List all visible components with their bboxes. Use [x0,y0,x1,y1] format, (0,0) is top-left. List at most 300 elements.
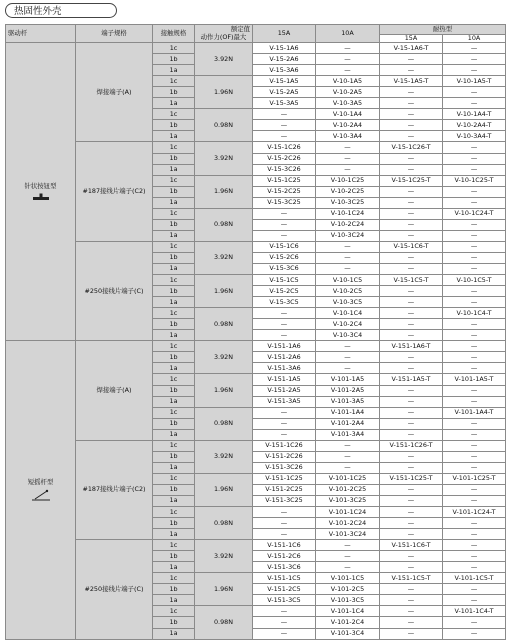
model-10a-cell: — [316,43,380,54]
model-10a-cell: V-10-2C5 [316,286,380,297]
contact-cell: 1b [153,120,195,131]
contact-cell: 1a [153,462,195,473]
contact-cell: 1a [153,297,195,308]
model-heat-15a-cell: — [380,297,443,308]
model-10a-cell: V-101-2C5 [316,584,380,595]
model-heat-15a-cell: — [380,219,443,230]
model-heat-10a-cell: V-101-1C24-T [443,507,506,518]
model-heat-10a-cell: V-10-2A4-T [443,120,506,131]
model-heat-15a-cell: V-15-1A6-T [380,43,443,54]
model-15a-cell: — [253,109,316,120]
contact-cell: 1c [153,208,195,219]
operating-force-cell: 1.96N [195,573,253,606]
model-heat-10a-cell: — [443,462,506,473]
model-heat-10a-cell: — [443,385,506,396]
contact-cell: 1c [153,241,195,252]
operating-force-cell: 1.96N [195,175,253,208]
table-row [6,142,506,153]
operating-force-cell: 3.92N [195,341,253,374]
model-15a-cell: V-151-1C26 [253,440,316,451]
model-15a-cell: — [253,518,316,529]
model-10a-cell: V-101-2C24 [316,518,380,529]
model-heat-10a-cell: — [443,286,506,297]
model-10a-cell: — [316,263,380,274]
operating-force-cell: 1.96N [195,473,253,506]
model-heat-15a-cell: — [380,330,443,341]
operating-force-cell: 1.96N [195,374,253,407]
table-row [6,241,506,252]
model-15a-cell: V-151-1C6 [253,540,316,551]
drive-type-label: 短摇杆型 [27,478,54,487]
contact-cell: 1c [153,109,195,120]
model-heat-15a-cell: — [380,529,443,540]
model-heat-10a-cell: — [443,341,506,352]
model-15a-cell: — [253,529,316,540]
model-heat-15a-cell: — [380,87,443,98]
model-heat-10a-cell: — [443,186,506,197]
contact-cell: 1c [153,374,195,385]
contact-cell: 1a [153,197,195,208]
model-heat-15a-cell: — [380,98,443,109]
model-15a-cell: V-151-2C26 [253,451,316,462]
model-10a-cell: V-10-1A5 [316,76,380,87]
contact-cell: 1b [153,286,195,297]
header-force [195,25,253,43]
model-heat-15a-cell: — [380,418,443,429]
operating-force-cell: 1.96N [195,76,253,109]
model-10a-cell: V-10-3A4 [316,131,380,142]
model-heat-15a-cell: — [380,429,443,440]
model-heat-10a-cell: — [443,540,506,551]
model-heat-15a-cell: V-15-1A5-T [380,76,443,87]
model-10a-cell: V-10-3C25 [316,197,380,208]
model-heat-10a-cell: — [443,529,506,540]
model-heat-15a-cell: — [380,352,443,363]
contact-cell: 1b [153,54,195,65]
model-heat-15a-cell: — [380,507,443,518]
model-heat-15a-cell: — [380,286,443,297]
contact-cell: 1c [153,606,195,617]
contact-cell: 1a [153,595,195,606]
model-10a-cell: V-101-1C24 [316,507,380,518]
terminal-spec-cell: 焊接端子(A) [76,341,153,440]
model-10a-cell: — [316,551,380,562]
contact-cell: 1b [153,153,195,164]
model-15a-cell: V-151-3C26 [253,462,316,473]
contact-cell: 1c [153,573,195,584]
contact-cell: 1b [153,584,195,595]
contact-cell: 1b [153,385,195,396]
contact-cell: 1b [153,418,195,429]
contact-cell: 1b [153,518,195,529]
model-15a-cell: V-151-3C6 [253,562,316,573]
model-heat-15a-cell: V-151-1C6-T [380,540,443,551]
model-heat-15a-cell: — [380,308,443,319]
model-heat-15a-cell: — [380,363,443,374]
model-heat-10a-cell: — [443,595,506,606]
model-15a-cell: V-15-1A5 [253,76,316,87]
model-10a-cell: V-101-3A5 [316,396,380,407]
model-10a-cell: V-101-3C25 [316,495,380,506]
model-10a-cell: — [316,540,380,551]
model-heat-10a-cell: — [443,65,506,76]
model-heat-15a-cell: — [380,54,443,65]
model-heat-10a-cell: — [443,352,506,363]
model-10a-cell: — [316,153,380,164]
contact-cell: 1a [153,363,195,374]
model-10a-cell: V-10-2A5 [316,87,380,98]
model-15a-cell: V-15-1C26 [253,142,316,153]
model-15a-cell: V-151-1C25 [253,473,316,484]
contact-cell: 1c [153,507,195,518]
short-lever-icon [6,489,75,501]
model-15a-cell: V-15-2C5 [253,286,316,297]
model-15a-cell: V-151-2C25 [253,484,316,495]
model-heat-10a-cell: — [443,230,506,241]
model-heat-15a-cell: — [380,319,443,330]
model-heat-15a-cell: — [380,484,443,495]
model-15a-cell: V-151-1C5 [253,573,316,584]
contact-cell: 1a [153,429,195,440]
model-10a-cell: — [316,252,380,263]
table-row [6,43,506,54]
operating-force-cell: 0.98N [195,109,253,142]
model-15a-cell: V-15-2C6 [253,252,316,263]
model-10a-cell: V-10-3C5 [316,297,380,308]
model-10a-cell: V-10-1A4 [316,109,380,120]
model-15a-cell: V-151-3C25 [253,495,316,506]
model-heat-15a-cell: V-15-1C5-T [380,275,443,286]
terminal-spec-cell: #250接线片端子(C) [76,540,153,640]
contact-cell: 1c [153,440,195,451]
drive-type-cell [6,341,76,640]
contact-cell: 1b [153,484,195,495]
model-heat-15a-cell: — [380,451,443,462]
contact-cell: 1b [153,319,195,330]
table-row [6,540,506,551]
model-heat-10a-cell: V-101-1C5-T [443,573,506,584]
model-heat-10a-cell: V-101-1C25-T [443,473,506,484]
contact-cell: 1b [153,219,195,230]
contact-cell: 1a [153,98,195,109]
model-15a-cell: — [253,131,316,142]
model-heat-10a-cell: V-10-1C4-T [443,308,506,319]
model-heat-10a-cell: — [443,263,506,274]
model-10a-cell: V-101-3C24 [316,529,380,540]
model-15a-cell: — [253,617,316,628]
model-heat-15a-cell: — [380,252,443,263]
model-heat-15a-cell: V-15-1C26-T [380,142,443,153]
model-10a-cell: V-101-2A4 [316,418,380,429]
model-15a-cell: — [253,330,316,341]
header-force-top: 额定值 [230,25,250,34]
model-heat-15a-cell: — [380,197,443,208]
header-15a: 15A [253,25,316,43]
model-heat-15a-cell: V-151-1A5-T [380,374,443,385]
model-heat-10a-cell: — [443,164,506,175]
drive-type-cell [6,43,76,341]
model-10a-cell: V-101-1A5 [316,374,380,385]
model-15a-cell: V-15-3C6 [253,263,316,274]
model-10a-cell: — [316,440,380,451]
contact-cell: 1c [153,43,195,54]
terminal-spec-cell: 焊接端子(A) [76,43,153,142]
header-heat-10a: 10A [443,35,506,43]
terminal-spec-cell: #250接线片端子(C) [76,241,153,340]
model-heat-15a-cell: — [380,495,443,506]
model-15a-cell: V-15-1C5 [253,275,316,286]
header-10a: 10A [316,25,380,43]
header-force-bottom: 动作力(OF)最大 [200,32,247,41]
model-heat-10a-cell: V-101-1C4-T [443,606,506,617]
contact-cell: 1b [153,352,195,363]
model-15a-cell: V-15-3A6 [253,65,316,76]
model-15a-cell: V-151-1A5 [253,374,316,385]
contact-cell: 1c [153,341,195,352]
contact-cell: 1b [153,186,195,197]
model-heat-10a-cell: — [443,418,506,429]
contact-cell: 1a [153,230,195,241]
header-terminal: 端子规格 [76,25,153,43]
model-heat-15a-cell: — [380,462,443,473]
model-15a-cell: V-15-3C25 [253,197,316,208]
model-heat-15a-cell: — [380,617,443,628]
model-15a-cell: V-151-1A6 [253,341,316,352]
model-heat-15a-cell: — [380,628,443,639]
header-heat-15a: 15A [380,35,443,43]
model-15a-cell: V-151-2A6 [253,352,316,363]
drive-type-label: 针状按钮型 [24,181,57,190]
model-10a-cell: V-10-2C25 [316,186,380,197]
model-15a-cell: V-15-1C6 [253,241,316,252]
model-10a-cell: V-101-2C25 [316,484,380,495]
model-heat-15a-cell: — [380,551,443,562]
model-heat-15a-cell: — [380,396,443,407]
model-15a-cell: V-151-3C5 [253,595,316,606]
model-15a-cell: V-15-2C25 [253,186,316,197]
model-heat-15a-cell: — [380,65,443,76]
model-heat-10a-cell: V-101-1A5-T [443,374,506,385]
model-heat-15a-cell: — [380,120,443,131]
model-10a-cell: — [316,142,380,153]
contact-cell: 1c [153,308,195,319]
model-heat-15a-cell: V-151-1C26-T [380,440,443,451]
contact-cell: 1a [153,628,195,639]
model-heat-15a-cell: V-15-1C25-T [380,175,443,186]
model-heat-10a-cell: — [443,562,506,573]
model-10a-cell: — [316,462,380,473]
model-heat-10a-cell: — [443,319,506,330]
model-10a-cell: V-101-1C5 [316,573,380,584]
model-15a-cell: — [253,308,316,319]
terminal-spec-cell: #187接线片端子(C2) [76,440,153,539]
contact-cell: 1a [153,529,195,540]
model-15a-cell: — [253,418,316,429]
model-10a-cell: — [316,352,380,363]
model-heat-15a-cell: — [380,407,443,418]
model-10a-cell: V-10-3A5 [316,98,380,109]
operating-force-cell: 0.98N [195,507,253,540]
operating-force-cell: 0.98N [195,308,253,341]
model-heat-15a-cell: — [380,584,443,595]
model-10a-cell: — [316,241,380,252]
contact-cell: 1b [153,87,195,98]
operating-force-cell: 3.92N [195,540,253,573]
contact-cell: 1a [153,164,195,175]
model-heat-10a-cell: — [443,440,506,451]
table-row [6,341,506,352]
operating-force-cell: 3.92N [195,43,253,76]
model-heat-10a-cell: V-10-1C5-T [443,275,506,286]
model-15a-cell: V-15-1C25 [253,175,316,186]
model-15a-cell: — [253,208,316,219]
model-15a-cell: — [253,628,316,639]
model-10a-cell: V-10-1C4 [316,308,380,319]
model-15a-cell: — [253,429,316,440]
contact-cell: 1a [153,495,195,506]
contact-cell: 1c [153,275,195,286]
model-15a-cell: V-15-2A5 [253,87,316,98]
model-10a-cell: V-101-3C4 [316,628,380,639]
model-15a-cell: V-15-3C26 [253,164,316,175]
model-heat-10a-cell: — [443,98,506,109]
model-heat-10a-cell: — [443,495,506,506]
model-heat-10a-cell: — [443,252,506,263]
header-contact: 接触规格 [153,25,195,43]
model-heat-10a-cell: — [443,219,506,230]
model-10a-cell: V-101-3A4 [316,429,380,440]
model-10a-cell: V-10-2C4 [316,319,380,330]
operating-force-cell: 0.98N [195,407,253,440]
model-15a-cell: V-15-3A5 [253,98,316,109]
contact-cell: 1a [153,263,195,274]
model-10a-cell: — [316,363,380,374]
model-15a-cell: V-151-2A5 [253,385,316,396]
contact-cell: 1c [153,540,195,551]
model-10a-cell: V-10-1C24 [316,208,380,219]
model-15a-cell: — [253,319,316,330]
model-10a-cell: V-101-2A5 [316,385,380,396]
model-heat-10a-cell: — [443,551,506,562]
model-heat-10a-cell: — [443,87,506,98]
model-heat-10a-cell: V-10-3A4-T [443,131,506,142]
model-heat-10a-cell: — [443,451,506,462]
contact-cell: 1a [153,396,195,407]
model-heat-10a-cell: — [443,297,506,308]
model-10a-cell: V-10-1C25 [316,175,380,186]
model-heat-10a-cell: — [443,153,506,164]
model-10a-cell: V-101-2C4 [316,617,380,628]
model-heat-15a-cell: — [380,595,443,606]
model-heat-15a-cell: — [380,606,443,617]
model-15a-cell: — [253,507,316,518]
model-10a-cell: V-101-3C5 [316,595,380,606]
model-10a-cell: V-10-2C24 [316,219,380,230]
contact-cell: 1c [153,76,195,87]
table-row [6,440,506,451]
operating-force-cell: 3.92N [195,241,253,274]
model-10a-cell: V-10-3C24 [316,230,380,241]
contact-cell: 1a [153,65,195,76]
model-10a-cell: — [316,54,380,65]
model-heat-15a-cell: — [380,208,443,219]
model-15a-cell: V-15-1A6 [253,43,316,54]
contact-cell: 1c [153,473,195,484]
model-15a-cell: V-15-2C26 [253,153,316,164]
contact-cell: 1b [153,252,195,263]
model-heat-10a-cell: — [443,396,506,407]
model-heat-15a-cell: — [380,518,443,529]
model-heat-10a-cell: — [443,142,506,153]
model-15a-cell: V-151-2C5 [253,584,316,595]
model-heat-10a-cell: — [443,54,506,65]
operating-force-cell: 3.92N [195,142,253,175]
model-10a-cell: — [316,451,380,462]
model-heat-10a-cell: — [443,330,506,341]
model-10a-cell: V-101-1C25 [316,473,380,484]
model-heat-15a-cell: V-151-1C25-T [380,473,443,484]
model-heat-10a-cell: — [443,617,506,628]
model-10a-cell: V-10-1C5 [316,275,380,286]
model-heat-15a-cell: — [380,153,443,164]
contact-cell: 1a [153,562,195,573]
model-10a-cell: V-10-3C4 [316,330,380,341]
contact-cell: 1b [153,451,195,462]
model-15a-cell: — [253,606,316,617]
model-heat-10a-cell: — [443,484,506,495]
model-heat-15a-cell: — [380,131,443,142]
model-heat-15a-cell: — [380,186,443,197]
model-heat-10a-cell: — [443,363,506,374]
model-heat-10a-cell: — [443,43,506,54]
model-heat-15a-cell: — [380,263,443,274]
model-heat-10a-cell: — [443,241,506,252]
operating-force-cell: 3.92N [195,440,253,473]
model-heat-10a-cell: V-10-1A4-T [443,109,506,120]
model-15a-cell: V-151-3A6 [253,363,316,374]
header-drive: 驱动杆 [6,25,76,43]
contact-cell: 1c [153,407,195,418]
model-15a-cell: — [253,219,316,230]
contact-cell: 1b [153,551,195,562]
model-heat-10a-cell: V-101-1A4-T [443,407,506,418]
model-10a-cell: V-101-1C4 [316,606,380,617]
model-heat-15a-cell: — [380,385,443,396]
contact-cell: 1c [153,142,195,153]
model-15a-cell: — [253,407,316,418]
model-table [5,24,506,640]
model-15a-cell: V-151-3A5 [253,396,316,407]
model-15a-cell: V-151-2C6 [253,551,316,562]
model-heat-15a-cell: — [380,230,443,241]
model-heat-15a-cell: — [380,109,443,120]
model-10a-cell: V-101-1A4 [316,407,380,418]
model-heat-15a-cell: V-15-1C6-T [380,241,443,252]
section-title: 热固性外壳 [5,3,117,18]
model-heat-10a-cell: V-10-1A5-T [443,76,506,87]
model-heat-10a-cell: — [443,518,506,529]
model-10a-cell: — [316,164,380,175]
model-10a-cell: — [316,341,380,352]
operating-force-cell: 0.98N [195,208,253,241]
pin-plunger-icon [6,193,75,201]
header-heat-resistant: 耐热型 [380,25,506,35]
operating-force-cell: 1.96N [195,275,253,308]
model-heat-10a-cell: — [443,584,506,595]
model-10a-cell: — [316,65,380,76]
model-heat-15a-cell: — [380,562,443,573]
model-10a-cell: V-10-2A4 [316,120,380,131]
